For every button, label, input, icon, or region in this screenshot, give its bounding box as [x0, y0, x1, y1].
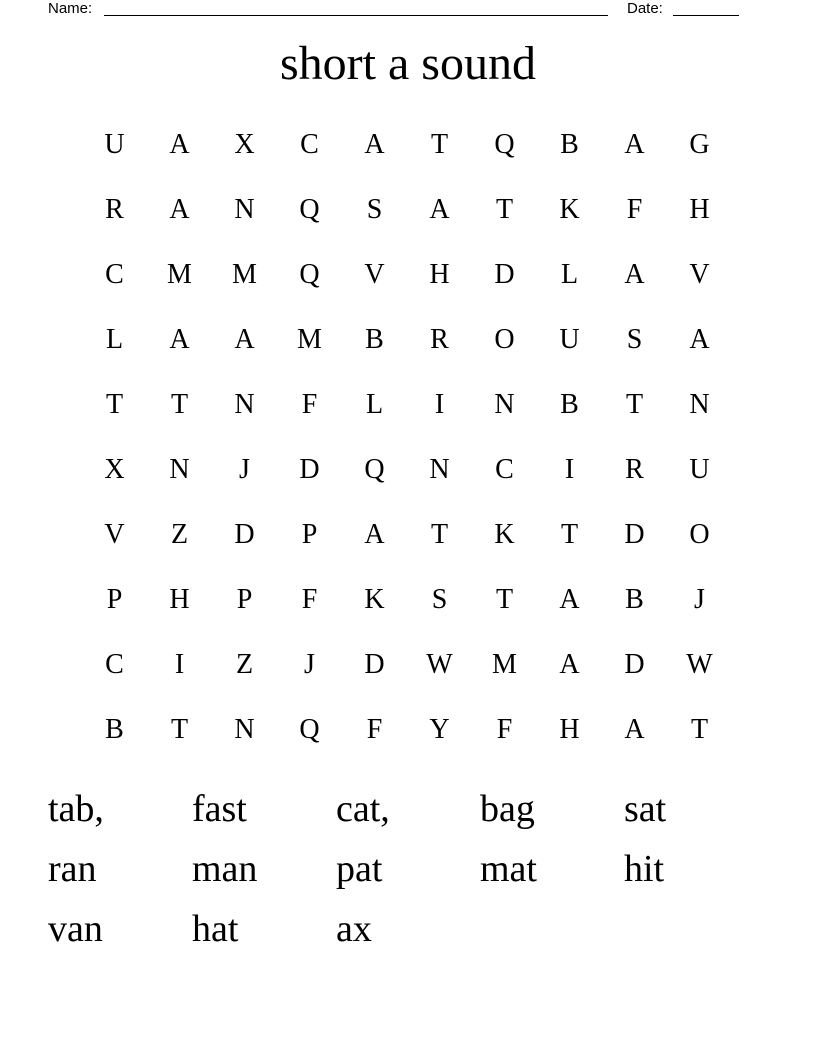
grid-letter: T	[170, 713, 189, 745]
grid-letter: R	[430, 323, 449, 355]
grid-letter: Q	[299, 713, 320, 745]
word-list-item: hat	[192, 908, 239, 950]
grid-letter: M	[167, 258, 192, 290]
grid-letter: M	[297, 323, 322, 355]
grid-letter: O	[689, 518, 710, 550]
grid-letter: R	[625, 453, 644, 485]
grid-letter: F	[301, 583, 318, 615]
word-list-item: ran	[48, 848, 97, 890]
grid-letter: U	[559, 323, 580, 355]
grid-letter: T	[625, 388, 644, 420]
grid-letter: N	[689, 388, 710, 420]
grid-letter: T	[105, 388, 124, 420]
word-list-item: pat	[336, 848, 383, 890]
grid-letter: K	[364, 583, 385, 615]
grid-letter: A	[624, 128, 645, 160]
grid-letter: F	[366, 713, 383, 745]
grid-letter: A	[624, 258, 645, 290]
grid-letter: D	[494, 258, 515, 290]
grid-letter: J	[694, 583, 705, 615]
grid-letter: B	[560, 128, 579, 160]
grid-letter: Q	[299, 258, 320, 290]
grid-letter: F	[626, 193, 643, 225]
grid-letter: Z	[170, 518, 189, 550]
word-list-item: man	[192, 848, 258, 890]
grid-letter: Y	[429, 713, 450, 745]
grid-letter: D	[299, 453, 320, 485]
grid-letter: A	[689, 323, 710, 355]
grid-letter: M	[492, 648, 517, 680]
name-field[interactable]	[104, 15, 608, 16]
grid-letter: A	[364, 518, 385, 550]
grid-letter: B	[105, 713, 124, 745]
grid-letter: W	[686, 648, 713, 680]
grid-letter: G	[689, 128, 710, 160]
grid-letter: T	[495, 583, 514, 615]
page-title: short a sound	[280, 37, 536, 90]
grid-letter: C	[105, 258, 124, 290]
grid-letter: R	[105, 193, 124, 225]
grid-letter: T	[430, 518, 449, 550]
grid-letter: S	[431, 583, 448, 615]
grid-letter: C	[495, 453, 514, 485]
word-list-item: cat,	[336, 788, 390, 830]
grid-letter: B	[625, 583, 644, 615]
grid-letter: L	[365, 388, 384, 420]
grid-letter: J	[239, 453, 250, 485]
grid-letter: A	[234, 323, 255, 355]
grid-letter: T	[690, 713, 709, 745]
grid-letter: Z	[235, 648, 254, 680]
grid-letter: N	[429, 453, 450, 485]
grid-letter: X	[104, 453, 125, 485]
grid-letter: L	[105, 323, 124, 355]
grid-letter: P	[106, 583, 123, 615]
letter-grid	[82, 112, 732, 762]
word-list-item: fast	[192, 788, 247, 830]
grid-letter: P	[301, 518, 318, 550]
word-list-item: van	[48, 908, 103, 950]
word-list-item: hit	[624, 848, 665, 890]
grid-letter: I	[174, 648, 185, 680]
grid-letter: S	[366, 193, 383, 225]
grid-letter: J	[304, 648, 315, 680]
grid-letter: M	[232, 258, 257, 290]
grid-letter: N	[169, 453, 190, 485]
grid-letter: A	[559, 583, 580, 615]
grid-letter: H	[559, 713, 580, 745]
grid-letter: B	[365, 323, 384, 355]
word-list-item: ax	[336, 908, 372, 950]
word-list-item: bag	[480, 788, 535, 830]
grid-letter: I	[434, 388, 445, 420]
worksheet-header	[0, 0, 816, 20]
word-list-item: sat	[624, 788, 667, 830]
grid-letter: Q	[299, 193, 320, 225]
grid-letter: A	[169, 323, 190, 355]
grid-letter: Q	[364, 453, 385, 485]
grid-letter: U	[689, 453, 710, 485]
grid-letter: N	[234, 388, 255, 420]
word-list	[48, 784, 768, 964]
grid-letter: D	[234, 518, 255, 550]
grid-letter: O	[494, 323, 515, 355]
grid-letter: N	[494, 388, 515, 420]
grid-letter: V	[364, 258, 385, 290]
grid-letter: A	[429, 193, 450, 225]
grid-letter: C	[105, 648, 124, 680]
word-list-item: mat	[480, 848, 537, 890]
grid-letter: T	[430, 128, 449, 160]
grid-letter: K	[559, 193, 580, 225]
grid-letter: B	[560, 388, 579, 420]
grid-letter: Q	[494, 128, 515, 160]
grid-letter: H	[169, 583, 190, 615]
grid-letter: A	[624, 713, 645, 745]
grid-letter: C	[300, 128, 319, 160]
grid-letter: W	[426, 648, 453, 680]
grid-letter: A	[364, 128, 385, 160]
grid-letter: H	[429, 258, 450, 290]
grid-letter: N	[234, 193, 255, 225]
grid-letter: A	[559, 648, 580, 680]
grid-letter: U	[104, 128, 125, 160]
date-label: Date:	[627, 0, 663, 17]
grid-letter: K	[494, 518, 515, 550]
name-label: Name:	[48, 0, 93, 17]
grid-letter: X	[234, 128, 255, 160]
grid-letter: V	[689, 258, 710, 290]
grid-letter: H	[689, 193, 710, 225]
grid-letter: T	[170, 388, 189, 420]
grid-letter: T	[560, 518, 579, 550]
grid-letter: V	[104, 518, 125, 550]
grid-letter: A	[169, 193, 190, 225]
grid-letter: A	[169, 128, 190, 160]
grid-letter: I	[564, 453, 575, 485]
grid-letter: D	[364, 648, 385, 680]
date-field[interactable]	[673, 15, 739, 16]
grid-letter: S	[626, 323, 643, 355]
grid-letter: T	[495, 193, 514, 225]
grid-letter: F	[496, 713, 513, 745]
grid-letter: D	[624, 648, 645, 680]
grid-letter: P	[236, 583, 253, 615]
grid-letter: L	[560, 258, 579, 290]
grid-letter: F	[301, 388, 318, 420]
word-list-item: tab,	[48, 788, 104, 830]
grid-letter: D	[624, 518, 645, 550]
grid-letter: N	[234, 713, 255, 745]
